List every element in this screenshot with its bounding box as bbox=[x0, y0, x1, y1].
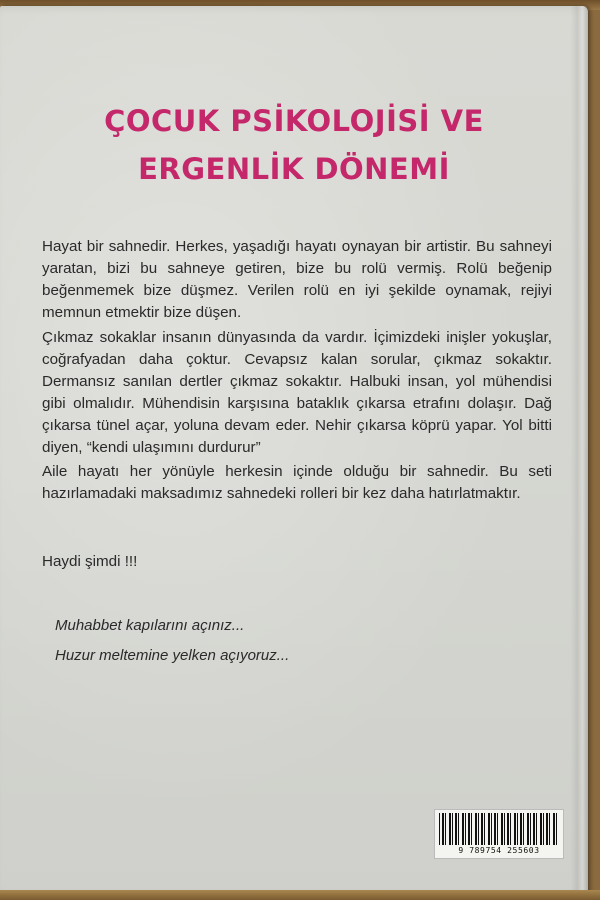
book-page-edge bbox=[570, 6, 588, 896]
isbn-barcode bbox=[434, 809, 564, 859]
book-title-line-1: ÇOCUK PSİKOLOJİSİ VE bbox=[104, 104, 484, 138]
paragraph-2: Çıkmaz sokaklar insanın dünyasında da vardır. İçimizdeki inişler yokuşlar, coğrafyadan daha çoktur. Cevapsız kalan sorular, çıkmaz sokaktır. Dermansız sanılan dertler çıkmaz sokaktır. Halbuki insan, yol mühendisi gibi olmalıdır. Mühendisin karşısına bataklık çıkarsa etrafını dolaşır. Dağ çıkarsa tünel açar, yoluna devam eder. Nehir çıkarsa köprü yapar. Yol bitti diyen, “kendi ulaşımını durdurur” bbox=[42, 329, 552, 456]
italic-line-2: Huzur meltemine yelken açıyoruz... bbox=[55, 647, 290, 664]
table-surface-bottom bbox=[0, 890, 600, 900]
italic-line-1: Muhabbet kapılarını açınız... bbox=[55, 617, 245, 634]
paragraph-1: Hayat bir sahnedir. Herkes, yaşadığı hayatı oynayan bir artistir. Bu sahneyi yaratan, bizi bu sahneye getiren, bize bu rolü vermiş. Rolü beğenip beğenmemek bize düşmez. Verilen rolü en iyi şekilde oynamak, rejiyi memnun etmektir bize düşen. bbox=[42, 238, 552, 321]
book-back-cover bbox=[0, 6, 588, 896]
paragraph-3: Aile hayatı her yönüyle herkesin içinde olduğu bir sahnedir. Bu seti hazırlamadaki maksadımız sahnedeki rolleri bir kez daha hatırlatmaktır. bbox=[42, 463, 552, 502]
book-title-line-2: ERGENLİK DÖNEMİ bbox=[138, 152, 450, 186]
barcode-bars bbox=[439, 813, 559, 845]
isbn-number: 9 789754 255603 bbox=[458, 846, 540, 855]
paragraph-4: Haydi şimdi !!! bbox=[42, 553, 138, 570]
